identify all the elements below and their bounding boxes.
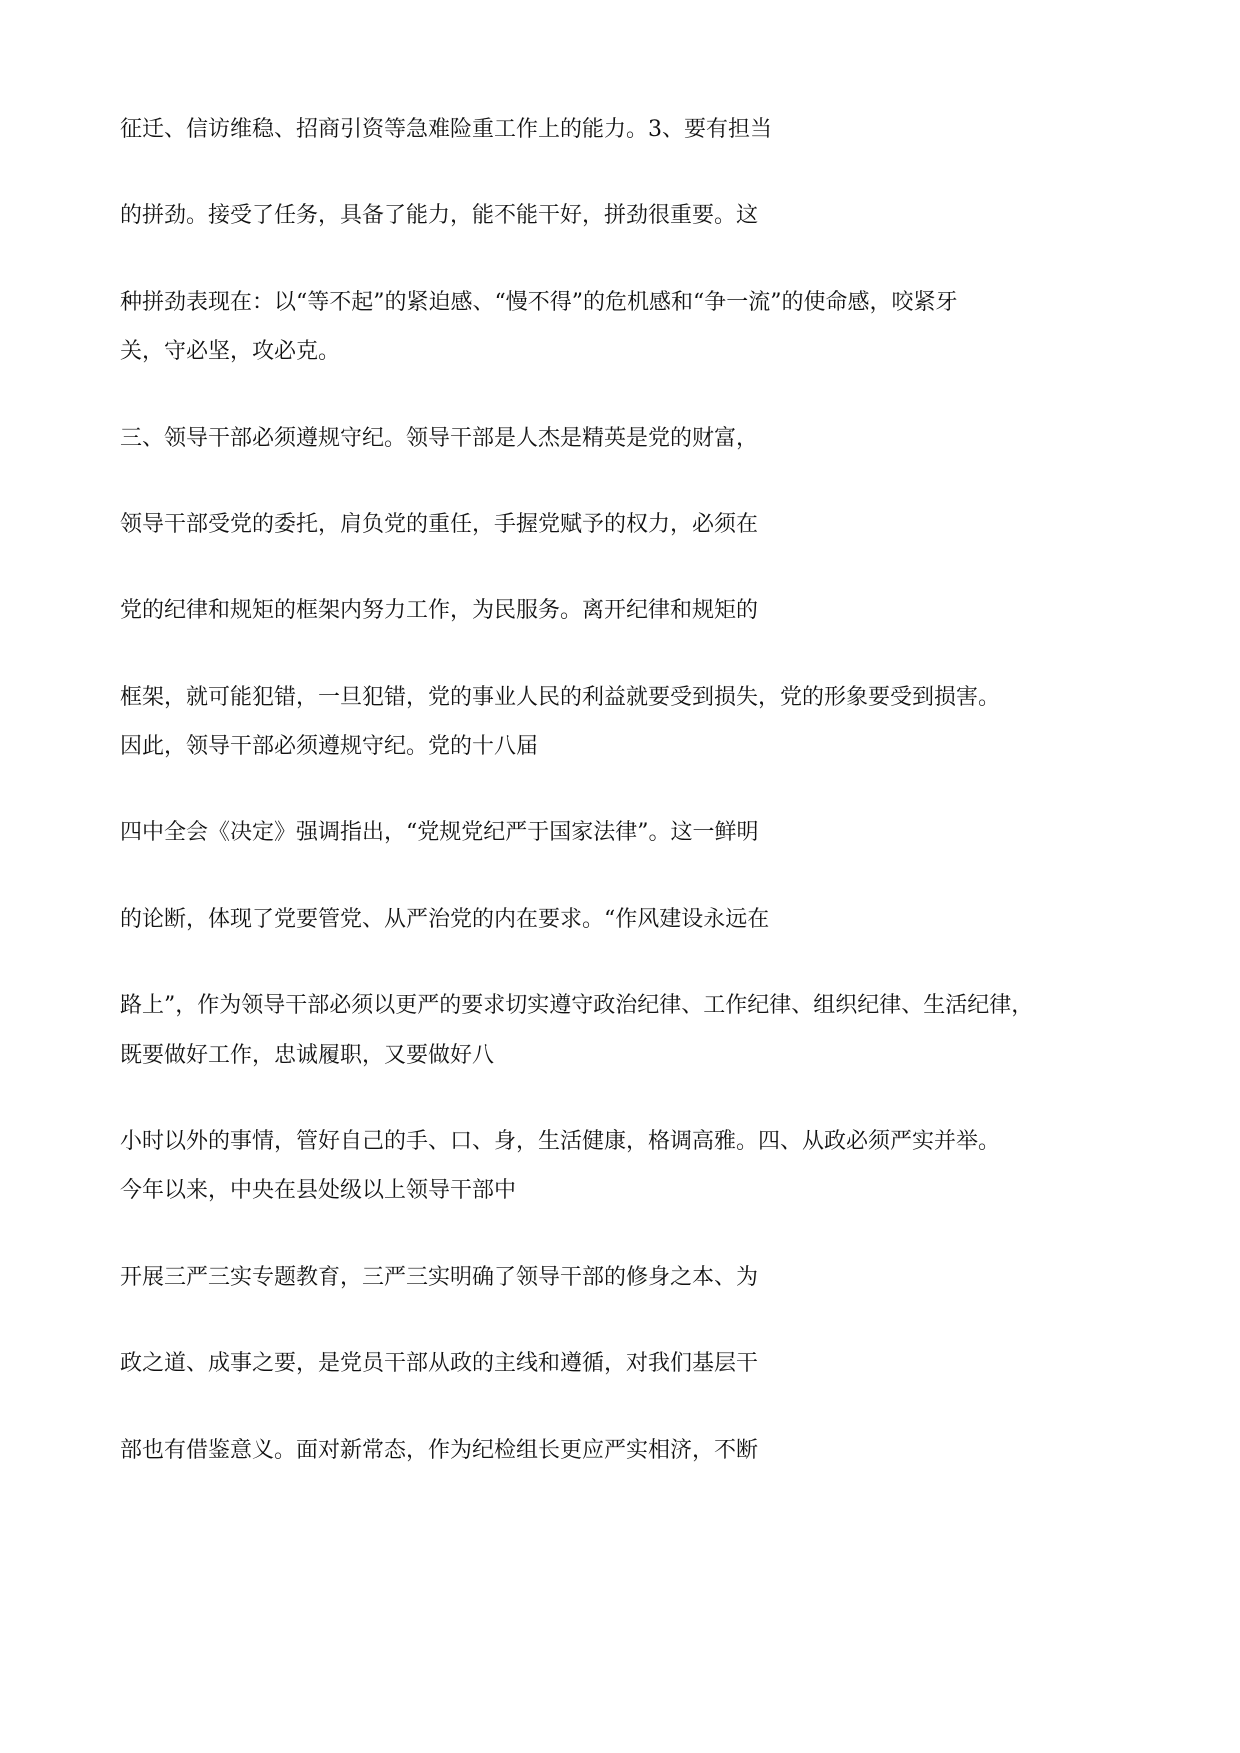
- text-line: 三、领导干部必须遵规守纪。领导干部是人杰是精英是党的财富，: [120, 426, 759, 451]
- text-line: 小时以外的事情，管好自己的手、口、身，生活健康，格调高雅。四、从政必须严实并举。: [120, 1129, 1001, 1154]
- text-line: 路上”，作为领导干部必须以更严的要求切实遵守政治纪律、工作纪律、组织纪律、生活纪律，: [120, 993, 1034, 1018]
- text-line: 党的纪律和规矩的框架内努力工作，为民服务。离开纪律和规矩的: [120, 598, 759, 623]
- text-line: 关，守必坚，攻必克。: [120, 339, 341, 364]
- text-line: 今年以来，中央在县处级以上领导干部中: [120, 1178, 517, 1203]
- text-line: 的拼劲。接受了任务，具备了能力，能不能干好，拼劲很重要。这: [120, 203, 759, 228]
- text-line: 因此，领导干部必须遵规守纪。党的十八届: [120, 734, 539, 759]
- text-line: 部也有借鉴意义。面对新常态，作为纪检组长更应严实相济，不断: [120, 1438, 759, 1463]
- text-line: 开展三严三实专题教育，三严三实明确了领导干部的修身之本、为: [120, 1265, 759, 1290]
- text-line: 征迁、信访维稳、招商引资等急难险重工作上的能力。3、要有担当: [120, 117, 772, 142]
- text-line: 领导干部受党的委托，肩负党的重任，手握党赋予的权力，必须在: [120, 512, 759, 537]
- text-line: 的论断，体现了党要管党、从严治党的内在要求。“作风建设永远在: [120, 907, 770, 932]
- text-line: 框架，就可能犯错，一旦犯错，党的事业人民的利益就要受到损失，党的形象要受到损害。: [120, 685, 1001, 710]
- text-line: 既要做好工作，忠诚履职，又要做好八: [120, 1043, 495, 1068]
- text-line: 政之道、成事之要，是党员干部从政的主线和遵循，对我们基层干: [120, 1351, 759, 1376]
- text-line: 四中全会《决定》强调指出，“党规党纪严于国家法律”。这一鲜明: [120, 820, 759, 845]
- text-line: 种拼劲表现在：以“等不起”的紧迫感、“慢不得”的危机感和“争一流”的使命感，咬紧牙: [120, 290, 958, 315]
